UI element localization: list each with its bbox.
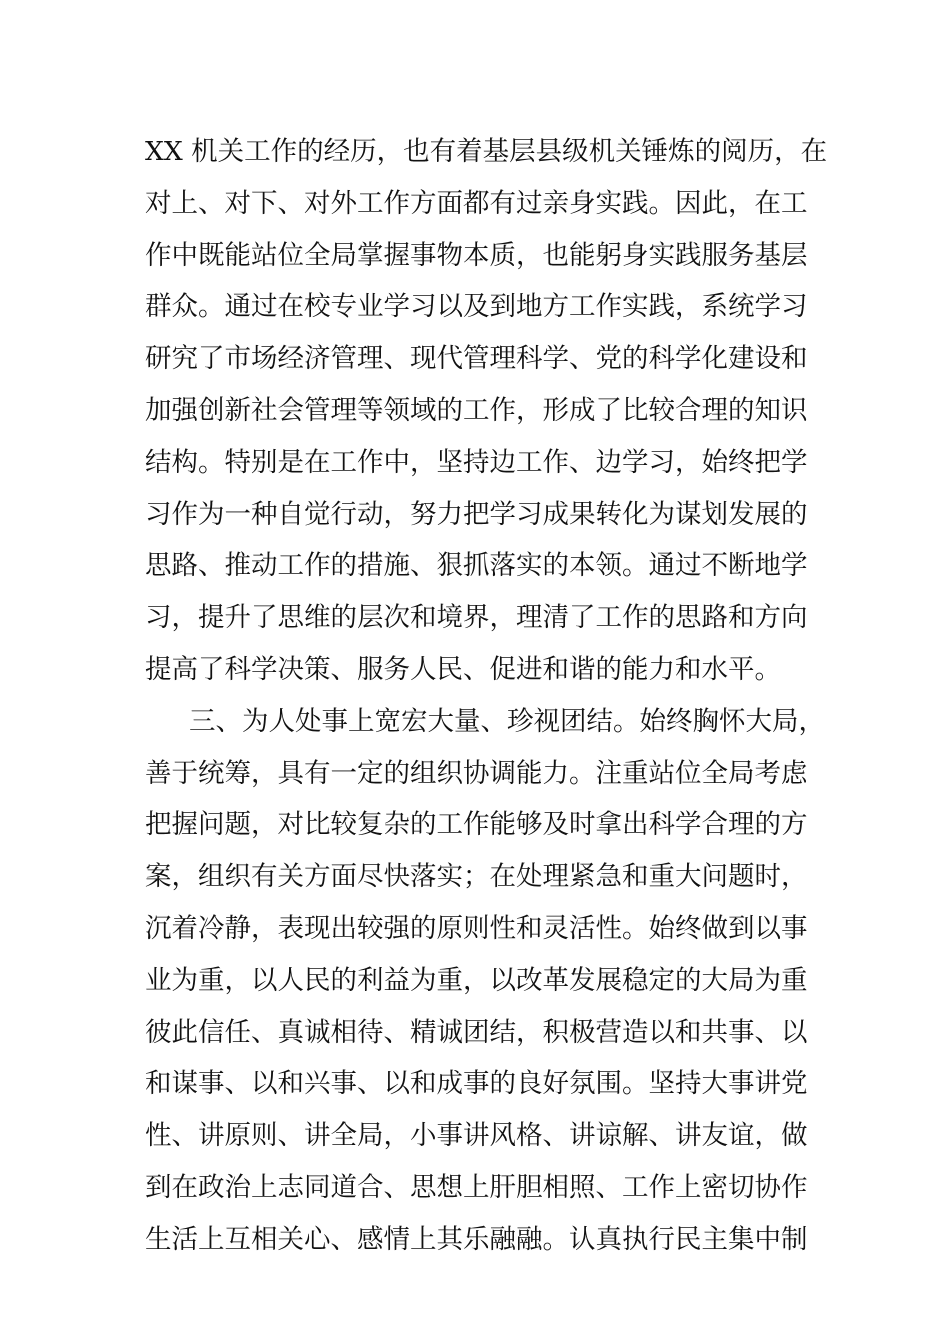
- text-line: 沉着冷静，表现出较强的原则性和灵活性。始终做到以事: [145, 912, 808, 944]
- text-line: 加强创新社会管理等领域的工作，形成了比较合理的知识: [145, 394, 808, 426]
- text-line: 案，组织有关方面尽快落实；在处理紧急和重大问题时，: [145, 861, 808, 893]
- text-line: 研究了市场经济管理、现代管理科学、党的科学化建设和: [145, 343, 808, 375]
- text-line: 到在政治上志同道合、思想上肝胆相照、工作上密切协作: [145, 1171, 808, 1203]
- text-line: 对上、对下、对外工作方面都有过亲身实践。因此，在工: [145, 187, 808, 219]
- text-line: 作中既能站位全局掌握事物本质，也能躬身实践服务基层: [145, 239, 808, 271]
- text-line: XX 机关工作的经历，也有着基层县级机关锤炼的阅历，在: [145, 136, 828, 167]
- text-line: 思路、推动工作的措施、狠抓落实的本领。通过不断地学: [145, 550, 808, 582]
- text-line: 彼此信任、真诚相待、精诚团结，积极营造以和共事、以: [145, 1016, 808, 1048]
- text-line: 习作为一种自觉行动，努力把学习成果转化为谋划发展的: [145, 498, 808, 530]
- text-line: 性、讲原则、讲全局，小事讲风格、讲谅解、讲友谊，做: [145, 1120, 808, 1152]
- text-line: 结构。特别是在工作中，坚持边工作、边学习，始终把学: [145, 446, 808, 478]
- text-line: 和谋事、以和兴事、以和成事的良好氛围。坚持大事讲党: [145, 1068, 808, 1100]
- text-line: 善于统筹，具有一定的组织协调能力。注重站位全局考虑: [145, 757, 808, 789]
- section-heading-line: 三、为人处事上宽宏大量、珍视团结。始终胸怀大局，: [189, 705, 825, 737]
- text-line: 把握问题，对比较复杂的工作能够及时拿出科学合理的方: [145, 809, 808, 841]
- text-line: 群众。通过在校专业学习以及到地方工作实践，系统学习: [145, 291, 808, 323]
- text-line: 业为重，以人民的利益为重，以改革发展稳定的大局为重: [145, 964, 808, 996]
- text-line: 提高了科学决策、服务人民、促进和谐的能力和水平。: [145, 653, 781, 685]
- body-text: [145, 126, 828, 1266]
- text-line: 习，提升了思维的层次和境界，理清了工作的思路和方向: [145, 602, 808, 634]
- text-line: 生活上互相关心、感情上其乐融融。认真执行民主集中制: [145, 1223, 808, 1255]
